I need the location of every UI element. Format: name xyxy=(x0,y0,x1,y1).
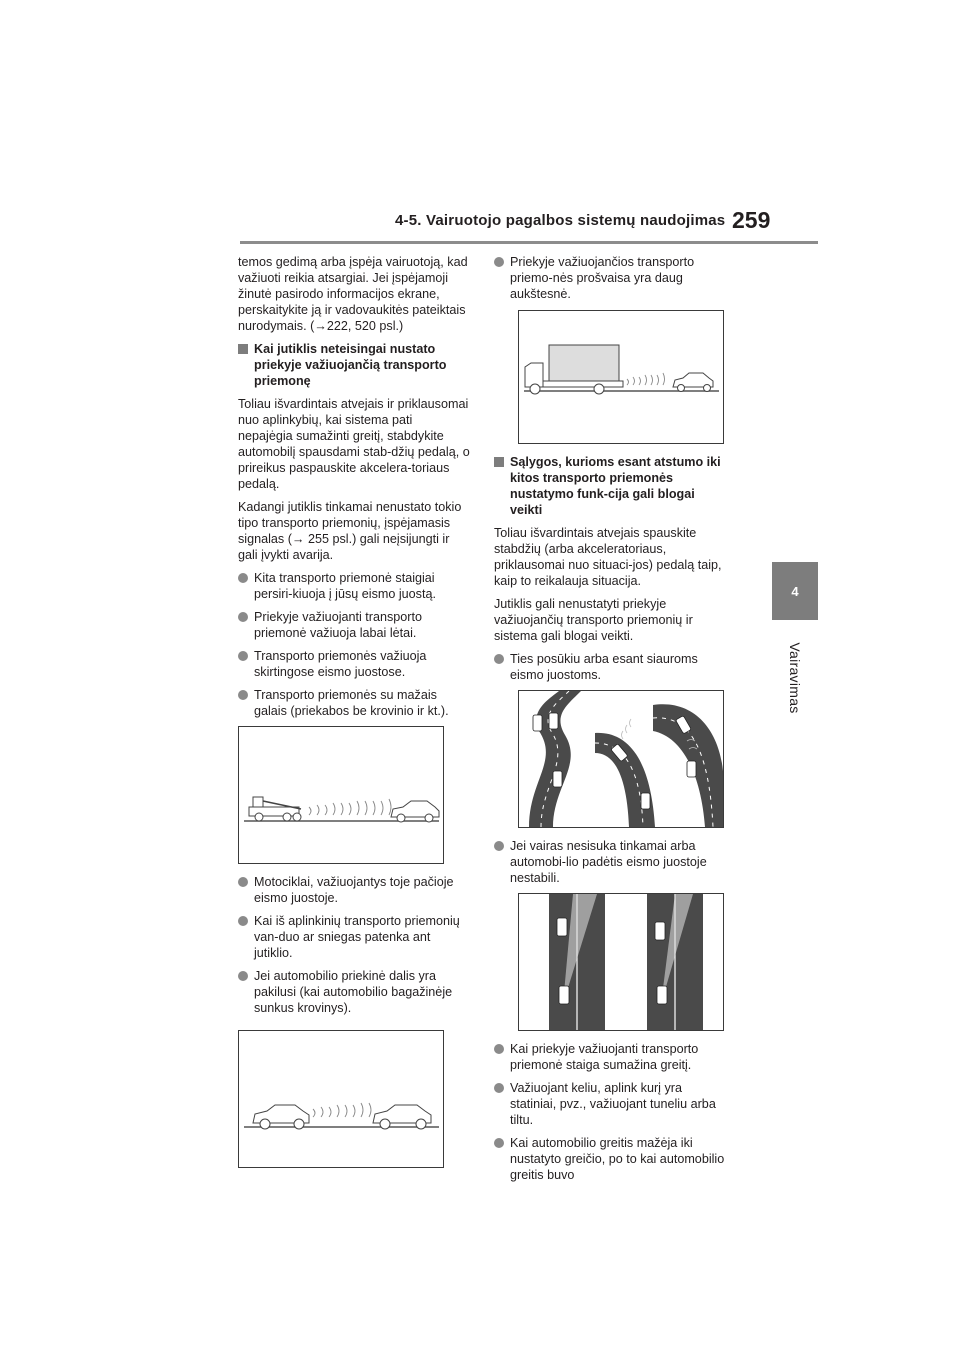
tow-truck-figure xyxy=(238,726,444,864)
list-item: Jei automobilio priekinė dalis yra pakilusi (kai automobilio bagažinėje sunkus krovinys). xyxy=(238,968,470,1016)
two-cars-illustration xyxy=(239,1031,443,1167)
list-item: Motociklai, važiuojantys toje pačioje eismo juostoje. xyxy=(238,874,470,906)
paragraph: Toliau išvardintais atvejais spauskite stabdžių (arba akceleratoriaus, priklausomai nuo situaci-jos) pedalą taip, kaip to reikalauja situacija. xyxy=(494,526,722,588)
list-item: Kita transporto priemonė staigiai persiri-kiuoja į jūsų eismo juostą. xyxy=(238,570,470,602)
list-item: Kai priekyje važiuojanti transporto priemonė staiga sumažina greitį. xyxy=(494,1041,726,1073)
page-number: 259 xyxy=(732,207,771,233)
curved-roads-figure xyxy=(518,690,724,828)
paragraph: Jutiklis gali nenustatyti priekyje važiuojančių transporto priemonių ir sistema gali blogai veikti. xyxy=(494,597,693,643)
section-title: 4-5. Vairuotojo pagalbos sistemų naudojimas xyxy=(395,212,726,229)
section-heading xyxy=(494,454,726,518)
list-item: Kai automobilio greitis mažėja iki nustatyto greičio, po to kai automobilio greitis buvo xyxy=(494,1135,726,1183)
chapter-tab xyxy=(772,562,818,620)
right-column xyxy=(494,254,726,1190)
list-item: Transporto priemonės su mažais galais (priekabos be krovinio ir kt.). xyxy=(238,687,470,719)
list-item: Jei vairas nesisuka tinkamai arba automobi-lio padėtis eismo juostoje nestabili. xyxy=(494,838,726,886)
heading-text: Kai jutiklis neteisingai nustato priekyje važiuojančią transporto priemonę xyxy=(254,342,447,388)
paragraph: Toliau išvardintais atvejais ir priklausomai nuo aplinkybių, kai sistema pati nepajėgia sumažinti greitį, stabdykite automobilį spausdami stab-džių pedalą, o prireikus paspauskite akcelera-toriaus pedalą. xyxy=(238,397,470,491)
two-cars-figure xyxy=(238,1030,444,1168)
straight-lanes-illustration xyxy=(519,894,723,1030)
chapter-label: Vairavimas xyxy=(787,642,803,714)
box-truck-figure xyxy=(518,310,724,444)
chapter-number: 4 xyxy=(791,583,799,599)
tow-truck-illustration xyxy=(239,727,443,863)
straight-lanes-figure xyxy=(518,893,724,1031)
paragraph: Kadangi jutiklis tinkamai nenustato tokio tipo transporto priemonių, įspėjamasis signalas (→ 255 psl.) gali neįsijungti ir gali įvykti avarija. xyxy=(238,500,462,562)
heading-text: Sąlygos, kurioms esant atstumo iki kitos transporto priemonės nustatymo funk-cija gali blogai veikti xyxy=(510,455,721,517)
list-item: Važiuojant keliu, aplink kurį yra statiniai, pvz., važiuojant tuneliu arba tiltu. xyxy=(494,1080,726,1128)
list-item: Transporto priemonės važiuoja skirtingose eismo juostose. xyxy=(238,648,470,680)
list-item: Priekyje važiuojančios transporto priemo-nės prošvaisa yra daug aukštesnė. xyxy=(494,254,726,302)
list-item: Ties posūkiu arba esant siauroms eismo juostoms. xyxy=(494,651,726,683)
curved-roads-illustration xyxy=(519,691,723,827)
box-truck-illustration xyxy=(519,311,723,443)
header-rule xyxy=(240,241,818,244)
paragraph: temos gedimą arba įspėja vairuotoją, kad važiuoti reikia atsargiai. Jei įspėjamoji žinutė pasirodo informacijos ekrane, perskaitykite ją ir vadovaukitės pateiktais nurodymais. (→222, 520 psl.) xyxy=(238,255,468,333)
list-item: Priekyje važiuojanti transporto priemonė važiuoja labai lėtai. xyxy=(238,609,470,641)
left-column xyxy=(238,254,470,1178)
list-item: Kai iš aplinkinių transporto priemonių van-duo ar sniegas patenka ant jutiklio. xyxy=(238,913,470,961)
section-heading xyxy=(238,341,470,389)
